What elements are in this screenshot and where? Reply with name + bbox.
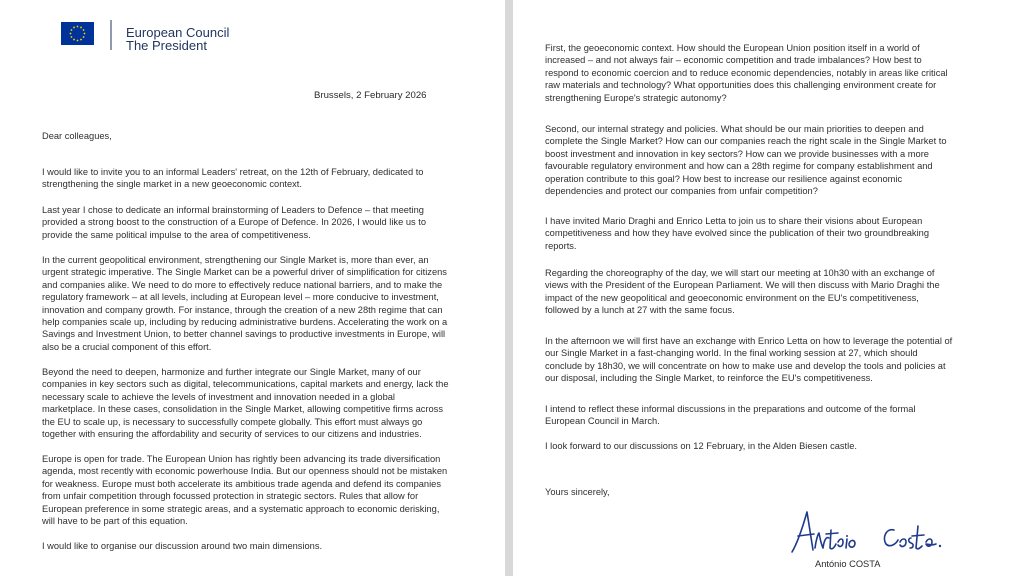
paragraph-defence: [42, 204, 426, 241]
text-line: Beyond the need to deepen, harmonize and further integrate our Single Market, many of our: [42, 367, 421, 377]
page-gutter: [505, 0, 513, 576]
handwritten-signature: [786, 508, 956, 556]
text-line: complete the Single Market? How can our companies reach the right scale in the Single Market to: [545, 136, 947, 147]
letterhead-subtitle: The President: [126, 38, 207, 53]
text-line: regulatory framework – at all levels, including at European level – more conducive to investment,: [42, 292, 439, 303]
flag-star: [73, 27, 75, 29]
text-line: Last year I chose to dedicate an informal brainstorming of Leaders to Defence – that meeting: [42, 205, 424, 215]
text-line: provided a strong boost to the construction of a Europe of Defence. In 2026, I would like us to: [42, 217, 426, 228]
text-line: operation contribute to this goal? How best to increase our resilience against economic: [545, 173, 903, 184]
text-line: the EU to scale up, is necessary to successfully compete globally. This effort must always go: [42, 416, 423, 427]
text-line: our disposal, including the Single Market, to reinforce the EU's competitiveness.: [545, 373, 873, 384]
paragraph-invitation: [42, 166, 423, 191]
text-line: also be a crucial component of this effort.: [42, 341, 212, 352]
paragraph-geoeconomic: [545, 42, 948, 104]
salutation: Dear colleagues,: [42, 131, 112, 141]
text-line: followed by a lunch at 27 with the same focus.: [545, 305, 735, 316]
letter-page-2: [513, 0, 1024, 576]
flag-star: [70, 33, 72, 35]
text-line: for weakness. Europe must both accelerate its ambitious trade agenda and defend its companies: [42, 478, 441, 489]
text-line: provide the same political impulse to the area of competitiveness.: [42, 229, 311, 240]
text-line: Regarding the choreography of the day, we will start our meeting at 10h30 with an exchange of: [545, 268, 935, 278]
flag-star: [83, 29, 85, 31]
text-line: Savings and Investment Union, to better channel savings to productive investments in Europe, will: [42, 329, 446, 340]
paragraph-choreography: [545, 267, 940, 317]
paragraph-trade: [42, 453, 447, 527]
paragraph-reflect: [545, 403, 916, 428]
closing: Yours sincerely,: [545, 487, 610, 497]
text-line: will have to be part of this equation.: [42, 516, 188, 527]
flag-star: [84, 33, 86, 35]
text-line: respond to economic coercion and to reduce economic dependencies, notably in areas like critical: [545, 67, 948, 78]
letter-page-1: [0, 0, 505, 576]
text-line: competitiveness and how they have evolved since the publication of their two groundbreaking: [545, 228, 929, 239]
text-line: impact of the new geopolitical and geoeconomic environment on the EU's competitiveness,: [545, 292, 919, 303]
text-line: strengthening the single market in a new geoeconomic context.: [42, 179, 302, 190]
flag-star: [77, 40, 79, 42]
text-line: First, the geoeconomic context. How should the European Union position itself in a world of: [545, 43, 920, 53]
text-line: companies in key sectors such as digital, telecommunications, capital markets and energy, lack the: [42, 379, 449, 390]
signer-name: António COSTA: [815, 559, 881, 569]
paragraph-internal-strategy: [545, 123, 947, 197]
text-line: innovation and company growth. For instance, through the creation of a new 28th regime that can: [42, 304, 443, 315]
text-line: Europe is open for trade. The European Union has rightly been advancing its trade diversification: [42, 454, 441, 464]
text-line: reports.: [545, 240, 577, 251]
text-line: dependencies and protect our companies from unfair competition?: [545, 186, 818, 197]
text-line: I have invited Mario Draghi and Enrico Letta to join us to share their visions about European: [545, 216, 923, 226]
text-line: In the current geopolitical environment, strengthening our Single Market is, more than ever, an: [42, 255, 429, 265]
paragraph-dimensions: [42, 540, 322, 552]
text-line: urgent strategic imperative. The Single Market can be a powerful driver of simplification for citizens: [42, 267, 447, 278]
text-line: together with ensuring the affordability and security of services to our citizens and industries.: [42, 429, 422, 440]
emblem-brackets-icon: [110, 19, 122, 51]
paragraph-afternoon: [545, 335, 952, 385]
paragraph-look-forward: [545, 440, 857, 452]
text-line: raw materials and technology? What opportunities does this challenging environment create for: [545, 80, 937, 91]
text-line: In the afternoon we will first have an exchange with Enrico Letta on how to leverage the potential of: [545, 336, 953, 346]
text-line: conclude by 18h30, we will concentrate on how to make use and develop the tools and policies at: [545, 360, 946, 371]
text-line: increased – and not always fair – economic competition and trade imbalances? How best to: [545, 55, 922, 66]
text-line: I look forward to our discussions on 12 February, in the Alden Biesen castle.: [545, 441, 857, 451]
text-line: necessary scale to achieve the levels of investment and innovation needed in a global: [42, 391, 395, 402]
letterhead-title: European Council: [126, 25, 230, 40]
flag-star: [80, 39, 82, 41]
eu-flag-icon: [61, 22, 94, 45]
flag-star: [80, 27, 82, 29]
paragraph-single-market: [42, 254, 447, 353]
text-line: European preference in some strategic areas, and a systematic approach to economic derisking,: [42, 503, 440, 514]
text-line: European Council in March.: [545, 416, 660, 427]
text-line: marketplace. In these cases, consolidation in the Single Market, allowing competitive firms across: [42, 404, 443, 415]
text-line: from unfair competition through focussed protection in strategic sectors. Rules that allow for: [42, 491, 419, 502]
text-line: I intend to reflect these informal discussions in the preparations and outcome of the formal: [545, 404, 916, 414]
text-line: boost investment and innovation in key sectors? How can we provide businesses with a more: [545, 148, 929, 159]
flag-star: [71, 36, 73, 38]
text-line: and companies alike. We need to do more to effectively reduce national barriers, and to make the: [42, 279, 443, 290]
text-line: Second, our internal strategy and policies. What should be our main priorities to deepen and: [545, 124, 924, 134]
flag-star: [77, 26, 79, 28]
text-line: favourable regulatory environment and how can a 28th regime for company establishment and: [545, 161, 933, 172]
flag-star: [71, 29, 73, 31]
letterhead-logo: [44, 6, 230, 53]
text-line: our Single Market in a fast-changing world. In the final working session at 27, which should: [545, 348, 918, 359]
dateline: Brussels, 2 February 2026: [314, 90, 427, 101]
text-line: views with the President of the European Parliament. We will then discuss with Mario Draghi the: [545, 280, 940, 291]
text-line: strengthening Europe's strategic autonomy?: [545, 92, 727, 103]
text-line: agenda, most recently with economic powerhouse India. But our openness should not be mistaken: [42, 466, 448, 477]
text-line: I would like to organise our discussion around two main dimensions.: [42, 541, 323, 551]
paragraph-scale: [42, 366, 449, 440]
paragraph-invited-guests: [545, 215, 929, 252]
text-line: help companies scale up, including by reducing administrative burdens. Accelerating the work on a: [42, 317, 448, 328]
flag-star: [83, 36, 85, 38]
flag-star: [73, 39, 75, 41]
text-line: I would like to invite you to an informal Leaders' retreat, on the 12th of February, dedicated to: [42, 167, 424, 177]
